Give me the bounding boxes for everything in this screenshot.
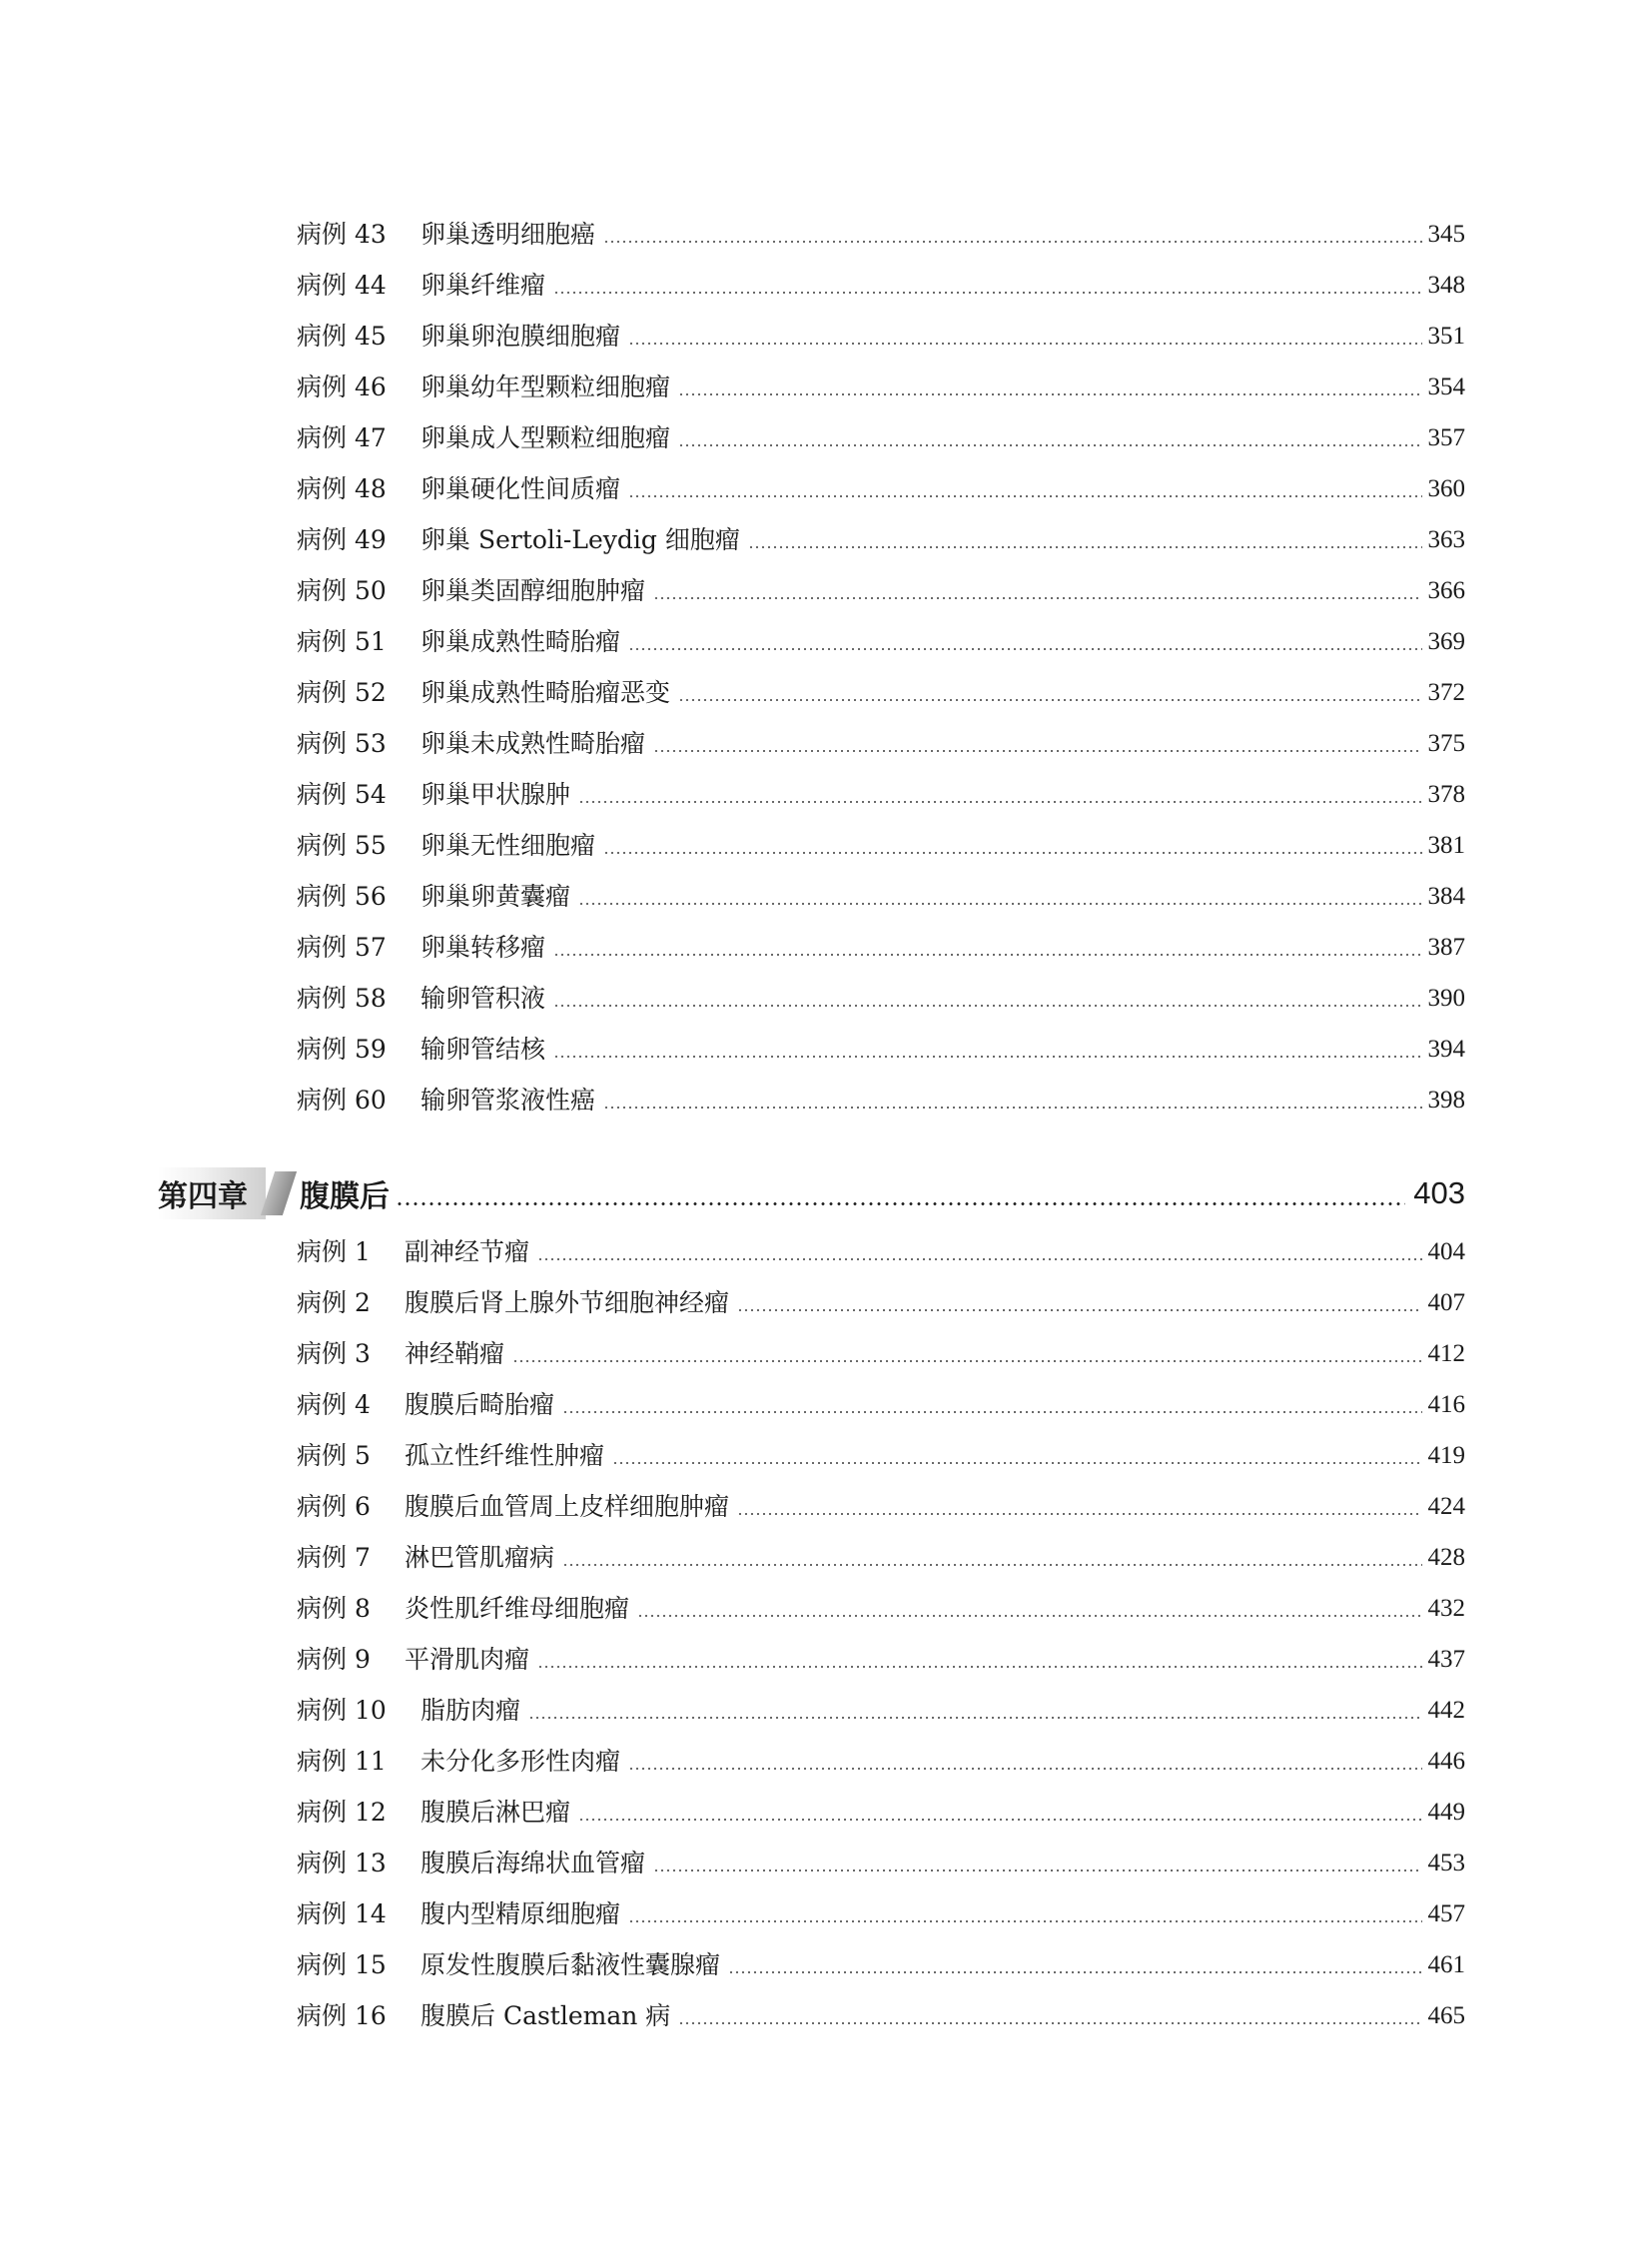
case-title: 卵巢硬化性间质瘤 <box>420 474 621 503</box>
case-number: 病例 16 <box>297 2001 387 2030</box>
toc-entry[interactable] <box>297 1691 1465 1731</box>
case-number: 病例 43 <box>297 220 387 249</box>
dot-leader <box>653 597 1421 599</box>
dot-leader <box>737 1513 1421 1515</box>
toc-entry[interactable] <box>297 1538 1465 1578</box>
case-title: 输卵管积液 <box>420 984 546 1013</box>
toc-entry[interactable] <box>297 1436 1465 1476</box>
case-title: 副神经节瘤 <box>405 1237 530 1266</box>
toc-entry[interactable] <box>297 1742 1465 1782</box>
toc-entry[interactable] <box>297 1487 1465 1527</box>
case-number: 病例 49 <box>297 525 387 554</box>
case-number: 病例 9 <box>297 1645 371 1674</box>
case-title: 腹膜后海绵状血管瘤 <box>420 1849 646 1877</box>
case-title: 淋巴管肌瘤病 <box>405 1543 555 1572</box>
toc-entry[interactable] <box>297 1589 1465 1629</box>
case-title: 腹膜后 Castleman 病 <box>420 2001 671 2030</box>
dot-leader <box>537 1258 1421 1260</box>
page-number: 407 <box>1427 1289 1465 1316</box>
dot-leader <box>562 1411 1421 1413</box>
case-title: 卵巢甲状腺肿 <box>420 780 571 809</box>
toc-entry[interactable] <box>297 469 1465 509</box>
toc-entry[interactable] <box>297 266 1465 306</box>
dot-leader <box>748 546 1422 548</box>
dot-leader <box>678 699 1421 701</box>
toc-entry[interactable] <box>297 368 1465 407</box>
dot-leader <box>628 343 1421 345</box>
dot-leader <box>637 1615 1421 1617</box>
page-number: 449 <box>1427 1799 1465 1826</box>
case-number: 病例 48 <box>297 474 387 503</box>
page-number: 345 <box>1427 221 1465 248</box>
dot-leader <box>553 1056 1421 1058</box>
dot-leader <box>653 750 1421 752</box>
chapter-page-number: 403 <box>1413 1175 1465 1210</box>
case-title: 平滑肌肉瘤 <box>405 1645 530 1674</box>
case-number: 病例 11 <box>297 1747 387 1776</box>
case-title: 卵巢转移瘤 <box>420 933 546 962</box>
toc-entry[interactable] <box>297 317 1465 357</box>
toc-entry[interactable] <box>297 571 1465 611</box>
case-number: 病例 45 <box>297 322 387 351</box>
page-number: 398 <box>1427 1087 1465 1114</box>
page-number: 453 <box>1427 1850 1465 1876</box>
case-title: 炎性肌纤维母细胞瘤 <box>405 1594 630 1623</box>
page-number: 381 <box>1427 832 1465 859</box>
dot-leader <box>512 1360 1421 1362</box>
chapter-divider <box>261 1171 297 1215</box>
dot-leader <box>562 1564 1421 1566</box>
dot-leader <box>578 1819 1421 1821</box>
toc-entry[interactable] <box>297 1385 1465 1425</box>
dot-leader <box>603 241 1421 243</box>
toc-entry[interactable] <box>297 1232 1465 1272</box>
chapter-label: 第四章 <box>158 1167 266 1219</box>
page-number: 369 <box>1427 628 1465 655</box>
toc-entry[interactable] <box>297 979 1465 1019</box>
dot-leader <box>553 954 1421 956</box>
page-number: 378 <box>1427 781 1465 808</box>
page-number: 461 <box>1427 1951 1465 1978</box>
page-number: 394 <box>1427 1036 1465 1063</box>
toc-entry[interactable] <box>297 1081 1465 1121</box>
page-number: 390 <box>1427 985 1465 1012</box>
page-number: 357 <box>1427 424 1465 451</box>
case-title: 卵巢纤维瘤 <box>420 271 546 300</box>
case-number: 病例 15 <box>297 1950 387 1979</box>
toc-entry[interactable] <box>297 775 1465 815</box>
case-number: 病例 59 <box>297 1035 387 1064</box>
case-title: 腹内型精原细胞瘤 <box>420 1899 621 1928</box>
case-number: 病例 44 <box>297 271 387 300</box>
dot-leader <box>628 1920 1421 1922</box>
case-number: 病例 8 <box>297 1594 371 1623</box>
toc-entry[interactable] <box>297 1894 1465 1934</box>
case-title: 卵巢卵泡膜细胞瘤 <box>420 322 621 351</box>
dot-leader <box>653 1869 1421 1871</box>
page-number: 387 <box>1427 934 1465 961</box>
case-title: 卵巢未成熟性畸胎瘤 <box>420 729 646 758</box>
case-title: 卵巢卵黄囊瘤 <box>420 882 571 911</box>
page-number: 437 <box>1427 1646 1465 1673</box>
case-number: 病例 53 <box>297 729 387 758</box>
case-number: 病例 60 <box>297 1086 387 1115</box>
case-title: 输卵管浆液性癌 <box>420 1086 596 1115</box>
toc-entry[interactable] <box>297 1793 1465 1833</box>
case-number: 病例 58 <box>297 984 387 1013</box>
toc-entry[interactable] <box>297 1283 1465 1323</box>
case-title: 腹膜后畸胎瘤 <box>405 1390 555 1419</box>
case-title: 孤立性纤维性肿瘤 <box>405 1441 605 1470</box>
case-number: 病例 10 <box>297 1696 387 1725</box>
dot-leader <box>628 648 1421 650</box>
case-number: 病例 7 <box>297 1543 371 1572</box>
toc-entry[interactable] <box>297 1334 1465 1374</box>
dot-leader <box>553 1005 1421 1007</box>
toc-entry[interactable] <box>297 1945 1465 1985</box>
case-number: 病例 50 <box>297 576 387 605</box>
case-title: 卵巢无性细胞瘤 <box>420 831 596 860</box>
page-number: 424 <box>1427 1493 1465 1520</box>
case-number: 病例 14 <box>297 1899 387 1928</box>
page-number: 465 <box>1427 2002 1465 2029</box>
case-number: 病例 1 <box>297 1237 371 1266</box>
page-number: 354 <box>1427 374 1465 400</box>
toc-entry[interactable] <box>297 1844 1465 1883</box>
case-number: 病例 56 <box>297 882 387 911</box>
page-number: 384 <box>1427 883 1465 910</box>
toc-entry[interactable] <box>297 1996 1465 2036</box>
toc-entry[interactable] <box>297 1030 1465 1070</box>
page-number: 432 <box>1427 1595 1465 1622</box>
case-number: 病例 2 <box>297 1288 371 1317</box>
page-number: 457 <box>1427 1900 1465 1927</box>
dot-leader <box>737 1309 1421 1311</box>
toc-entry[interactable] <box>297 724 1465 764</box>
case-number: 病例 6 <box>297 1492 371 1521</box>
page-number: 363 <box>1427 526 1465 553</box>
toc-entry[interactable] <box>297 673 1465 713</box>
case-number: 病例 47 <box>297 423 387 452</box>
case-number: 病例 12 <box>297 1798 387 1827</box>
case-title: 原发性腹膜后黏液性囊腺瘤 <box>420 1950 721 1979</box>
dot-leader <box>537 1666 1421 1668</box>
dot-leader <box>603 852 1421 854</box>
dot-leader <box>628 495 1421 497</box>
dot-leader <box>553 292 1421 294</box>
page-number: 351 <box>1427 323 1465 350</box>
case-title: 卵巢 Sertoli-Leydig 细胞瘤 <box>420 525 740 554</box>
toc-entry[interactable] <box>297 877 1465 917</box>
dot-leader <box>678 393 1421 395</box>
case-title: 卵巢类固醇细胞肿瘤 <box>420 576 646 605</box>
dot-leader <box>578 903 1421 905</box>
case-number: 病例 5 <box>297 1441 371 1470</box>
case-title: 腹膜后肾上腺外节细胞神经瘤 <box>405 1288 730 1317</box>
case-number: 病例 3 <box>297 1339 371 1368</box>
chapter-title: 腹膜后 <box>300 1179 390 1214</box>
dot-leader <box>612 1462 1421 1464</box>
page-number: 372 <box>1427 679 1465 706</box>
toc-entry[interactable] <box>297 622 1465 662</box>
case-title: 卵巢成熟性畸胎瘤恶变 <box>420 678 671 707</box>
page-number: 416 <box>1427 1391 1465 1418</box>
page-number: 360 <box>1427 475 1465 502</box>
case-number: 病例 13 <box>297 1849 387 1877</box>
case-title: 卵巢透明细胞癌 <box>420 220 596 249</box>
case-number: 病例 46 <box>297 373 387 401</box>
toc-entry[interactable] <box>297 1640 1465 1680</box>
toc-entry[interactable] <box>297 520 1465 560</box>
case-number: 病例 55 <box>297 831 387 860</box>
case-number: 病例 4 <box>297 1390 371 1419</box>
case-title: 未分化多形性肉瘤 <box>420 1747 621 1776</box>
page-number: 375 <box>1427 730 1465 757</box>
page-number: 366 <box>1427 577 1465 604</box>
case-title: 腹膜后淋巴瘤 <box>420 1798 571 1827</box>
page-number: 419 <box>1427 1442 1465 1469</box>
dot-leader <box>528 1717 1421 1719</box>
dot-leader <box>603 1107 1421 1109</box>
case-title: 输卵管结核 <box>420 1035 546 1064</box>
case-title: 卵巢成人型颗粒细胞瘤 <box>420 423 671 452</box>
dot-leader <box>678 444 1421 446</box>
dot-leader <box>628 1768 1421 1770</box>
dot-leader <box>396 1202 1405 1205</box>
page-number: 442 <box>1427 1697 1465 1724</box>
case-number: 病例 54 <box>297 780 387 809</box>
toc-entry[interactable] <box>297 928 1465 968</box>
case-title: 卵巢幼年型颗粒细胞瘤 <box>420 373 671 401</box>
case-number: 病例 57 <box>297 933 387 962</box>
toc-entry[interactable] <box>297 215 1465 255</box>
page-number: 348 <box>1427 272 1465 299</box>
page-number: 446 <box>1427 1748 1465 1775</box>
page-number: 412 <box>1427 1340 1465 1367</box>
page-number: 428 <box>1427 1544 1465 1571</box>
case-number: 病例 51 <box>297 627 387 656</box>
case-title: 卵巢成熟性畸胎瘤 <box>420 627 621 656</box>
case-number: 病例 52 <box>297 678 387 707</box>
case-title: 脂肪肉瘤 <box>420 1696 521 1725</box>
chapter-heading[interactable] <box>158 1164 1465 1222</box>
page-number: 404 <box>1427 1238 1465 1265</box>
dot-leader <box>678 2022 1421 2024</box>
case-title: 腹膜后血管周上皮样细胞肿瘤 <box>405 1492 730 1521</box>
toc-entry[interactable] <box>297 826 1465 866</box>
dot-leader <box>728 1971 1421 1973</box>
toc-entry[interactable] <box>297 418 1465 458</box>
case-title: 神经鞘瘤 <box>405 1339 505 1368</box>
dot-leader <box>578 801 1421 803</box>
